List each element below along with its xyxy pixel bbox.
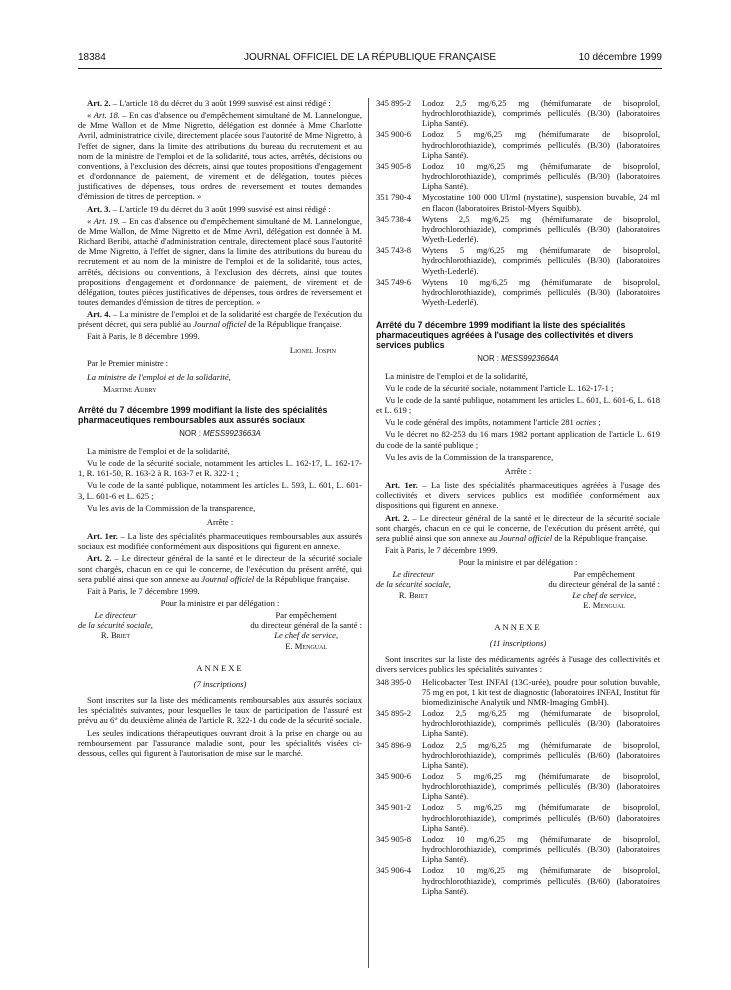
list-item: 345 905-8 Lodoz 10 mg/6,25 mg (hémifumarate de bisoprolol, hydrochlorothiazide), comprimés pelliculés (B/30) (laboratoires Lipha Santé). [376, 160, 660, 192]
par-premier-ministre: Par le Premier ministre : [87, 358, 169, 368]
signature-block [78, 610, 362, 651]
medication-list-bottom [376, 677, 660, 896]
medication-list-top [376, 98, 660, 307]
column-divider [368, 98, 369, 968]
visa-r5: Vu le décret no 82-253 du 16 mars 1982 portant application de l'article L. 619 du code de la santé publique ; [376, 429, 660, 450]
signature-left-r: Le directeur de la sécurité sociale, R. Briet [376, 569, 451, 600]
visa-4: Vu les avis de la Commission de la transparence, [87, 502, 256, 513]
visa-r3: Vu le code de la santé publique, notamment les articles L. 601, L. 601-6, L. 618 et L. 619 ; [376, 394, 660, 416]
page-header [78, 52, 662, 66]
arrete-title-2: Arrêté du 7 décembre 1999 modifiant la liste des spécialités pharmaceutiques agréées à l'usage des collectivités et divers services publics [376, 320, 634, 350]
signature-right: Par empêchement du directeur général de la santé : Le chef de service, E. Mengual [250, 610, 362, 651]
inscriptions-count-r: (11 inscriptions) [489, 638, 547, 649]
article-2-r: Art. 2. – Le directeur général de la santé et le directeur de la sécurité sociale sont chargés, chacun en ce qui le concerne, de l'exécution du présent arrêté, qui sera publié ainsi que son annexe au Journal officiel de la République française. [376, 512, 660, 543]
list-item: 345 900-6 Lodoz 5 mg/6,25 mg (hémifumarate de bisoprolol, hydrochlorothiazide), comprimés pelliculés (B/30) (laboratoires Lipha Santé). [376, 129, 660, 160]
ministre-name: Martine Aubry [103, 384, 157, 395]
annexe-paragraph-2: Les seules indications thérapeutiques ouvrant droit à la prise en charge ou au remboursement par l'assurance maladie sont, pour les spécialités visées ci-dessous, celles qui figurent à l'autorisation de mise sur le marché. [78, 727, 362, 758]
right-column [376, 98, 660, 897]
fait-a-paris: Fait à Paris, le 8 décembre 1999. [87, 331, 200, 342]
signature-left: Le directeur de la sécurité sociale, R. Briet [78, 610, 153, 641]
inscriptions-count: (7 inscriptions) [193, 678, 247, 689]
list-item: 345 906-4 Lodoz 10 mg/6,25 mg (hémifumarate de bisoprolol, hydrochlorothiazide), comprimés pelliculés (B/60) (laboratoires Lipha Santé). [376, 865, 660, 896]
nor-reference: NOR : MESS9923663A [179, 428, 261, 438]
annexe-paragraph-1: Sont inscrites sur la liste des médicaments remboursables aux assurés sociaux les spécialités suivantes, pour lesquelles le taux de participation de l'assuré est prévu au 6° du deuxième alinéa de l'article R. 322-1 du code de la sécurité sociale. [78, 695, 362, 726]
article-1: Art. 1er. – La liste des spécialités pharmaceutiques remboursables aux assurés sociaux est modifiée conformément aux dispositions qui figurent en annexe. [78, 531, 362, 552]
pour-ministre-r: Pour la ministre et par délégation : [458, 557, 578, 568]
left-column [78, 98, 362, 760]
article-3: Art. 3. – L'article 19 du décret du 3 août 1999 susvisé est ainsi rédigé : [87, 203, 331, 214]
list-item: 345 738-4 Wytens 2,5 mg/6,25 mg (hémifumarate de bisoprolol, hydrochlorothiazide), comprimés pelliculés (B/30) (laboratoires Wyeth-Lederlé). [376, 213, 660, 245]
signature-pm: Lionel Jospin [289, 344, 336, 355]
list-item: 345 901-2 Lodoz 5 mg/6,25 mg (hémifumarate de bisoprolol, hydrochlorothiazide), comprimés pelliculés (B/60) (laboratoires Lipha Santé). [376, 802, 660, 833]
visa-1: La ministre de l'emploi et de la solidarité, [87, 445, 230, 456]
fait-a-paris-r: Fait à Paris, le 7 décembre 1999. [385, 545, 498, 556]
visa-r6: Vu les avis de la Commission de la transparence, [385, 451, 554, 462]
list-item: 345 743-8 Wytens 5 mg/6,25 mg (hémifumarate de bisoprolol, hydrochlorothiazide), comprimés pelliculés (B/30) (laboratoires Wyeth-Lederlé). [376, 245, 660, 276]
article-18-text: « Art. 18. – En cas d'absence ou d'empêchement simultané de M. Lannelongue, de Mme Wallon et de Mme Nigretto, délégation est donnée à Mme Charlotte Avril, administratrice civile, directement placée sous l'autorité de Mme Nigretto, à l'effet de signer, dans la limite des attributions du bureau du recrutement et au nom de la ministre de l'emploi et de la solidarité, tous actes, arrêtés, décisions ou conventions, à l'exclusion des décrets, ainsi que toutes propositions d'engagement et d'ordonnance de paiement, de virement et de délégation, toutes pièces justificatives de dépenses, tous ordres de reversement et toutes demandes d'émission de titres de perception. » [78, 110, 362, 202]
journal-title: JOURNAL OFFICIEL DE LA RÉPUBLIQUE FRANÇAISE [243, 52, 497, 63]
visa-r2: Vu le code de la sécurité sociale, notamment l'article L. 162-17-1 ; [385, 382, 614, 393]
page-number: 18384 [78, 52, 106, 63]
list-item: 348 395-0 Helicobacter Test INFAI (13C-urée), poudre pour solution buvable, 75 mg en pot, 1 kit test de diagnostic (laboratoires INFAI, Institut für biomedizinische Analytik und NMR-Imaging GmbH). [376, 676, 660, 707]
arrete-title: Arrêté du 7 décembre 1999 modifiant la liste des spécialités pharmaceutiques remboursables aux assurés sociaux [78, 405, 328, 426]
list-item: 351 790-4 Mycostatine 100 000 UI/ml (nystatine), suspension buvable, 24 ml en flacon (laboratoires Bristol-Myers Squibb). [376, 192, 660, 213]
fait-a-paris-2: Fait à Paris, le 7 décembre 1999. [87, 585, 200, 596]
list-item: 345 896-9 Lodoz 2,5 mg/6,25 mg (hémifumarate de bisoprolol, hydrochlorothiazide), comprimés pelliculés (B/60) (laboratoires Lipha Santé). [376, 739, 660, 770]
pour-ministre: Pour la ministre et par délégation : [160, 598, 280, 608]
list-item: 345 905-8 Lodoz 10 mg/6,25 mg (hémifumarate de bisoprolol, hydrochlorothiazide), comprimés pelliculés (B/30) (laboratoires Lipha Santé). [376, 833, 660, 865]
header-rule [78, 68, 662, 69]
annexe-heading-r: ANNEXE [494, 621, 542, 632]
list-item: 345 895-2 Lodoz 2,5 mg/6,25 mg (hémifumarate de bisoprolol, hydrochlorothiazide), comprimés pelliculés (B/30) (laboratoires Lipha Santé). [376, 98, 660, 129]
article-1-r: Art. 1er. – La liste des spécialités pharmaceutiques agréées à l'usage des collectivités et divers services publics est modifiée conformément aux dispositions qui figurent en annexe. [376, 480, 661, 511]
article-2: Art. 2. – L'article 18 du décret du 3 août 1999 susvisé est ainsi rédigé : [87, 98, 331, 108]
arrete-word: Arrête : [206, 516, 234, 527]
ministre-title: La ministre de l'emploi et de la solidarité, [87, 371, 231, 382]
annexe-heading: ANNEXE [196, 662, 244, 673]
list-item: 345 749-6 Wytens 10 mg/6,25 mg (hémifumarate de bisoprolol, hydrochlorothiazide), comprimés pelliculés (B/30) (laboratoires Wyeth-Lederlé). [376, 276, 660, 307]
article-2b: Art. 2. – Le directeur général de la santé et le directeur de la sécurité sociale sont chargés, chacun en ce qui le concerne, de l'exécution du présent arrêté, qui sera publié ainsi que son annexe au Journal officiel de la République française. [78, 553, 362, 584]
issue-date: 10 décembre 1999 [578, 52, 662, 63]
visa-r4: Vu le code général des impôts, notamment l'article 281 octies ; [385, 417, 601, 428]
article-19-text: « Art. 19. – En cas d'absence ou d'empêchement simultané de M. Lannelongue, de Mme Wallon, de Mme Nigretto et de Mme Avril, délégation est donnée à M. Richard Beribi, attaché d'administration centrale, directement placé sous l'autorité de Mme Nigretto, à l'effet de signer, dans la limite des attributions du bureau du recrutement et au nom de la ministre de l'emploi et de la solidarité, tous actes, arrêtés, décisions ou conventions, à l'exclusion des décrets, ainsi que toutes propositions d'engagement et d'ordonnance de paiement, de virement et de délégation, toutes pièces justificatives de dépenses, tous ordres de reversement et toutes demandes d'émission de titres de perception. » [78, 215, 362, 307]
visa-3: Vu le code de la santé publique, notamment les articles L. 593, L. 601, L. 601-3, L. 601-6 et L. 625 ; [78, 480, 362, 501]
arrete-word-2: Arrête : [504, 465, 532, 476]
list-item: 345 895-2 Lodoz 2,5 mg/6,25 mg (hémifumarate de bisoprolol, hydrochlorothiazide), comprimés pelliculés (B/30) (laboratoires Lipha Santé). [376, 708, 660, 739]
signature-right-r: Par empêchement du directeur général de la santé : Le chef de service, E. Mengual [548, 569, 660, 610]
nor-reference-2: NOR : MESS9923664A [477, 353, 559, 363]
visa-2: Vu le code de la sécurité sociale, notamment les articles L. 162-17, L. 162-17-1, R. 161-50, R. 163-2 à R. 163-7 et R. 322-1 ; [78, 458, 362, 479]
visa-r1: La ministre de l'emploi et de la solidarité, [385, 370, 528, 381]
annexe-paragraph-r: Sont inscrites sur la liste des médicaments agréés à l'usage des collectivités et divers services publics les spécialités suivantes : [376, 654, 660, 675]
signature-block-r [376, 569, 660, 610]
article-4: Art. 4. – La ministre de l'emploi et de la solidarité est chargée de l'exécution du présent décret, qui sera publié au Journal officiel de la République française. [78, 309, 363, 330]
list-item: 345 900-6 Lodoz 5 mg/6,25 mg (hémifumarate de bisoprolol, hydrochlorothiazide), comprimés pelliculés (B/30) (laboratoires Lipha Santé). [376, 770, 660, 802]
